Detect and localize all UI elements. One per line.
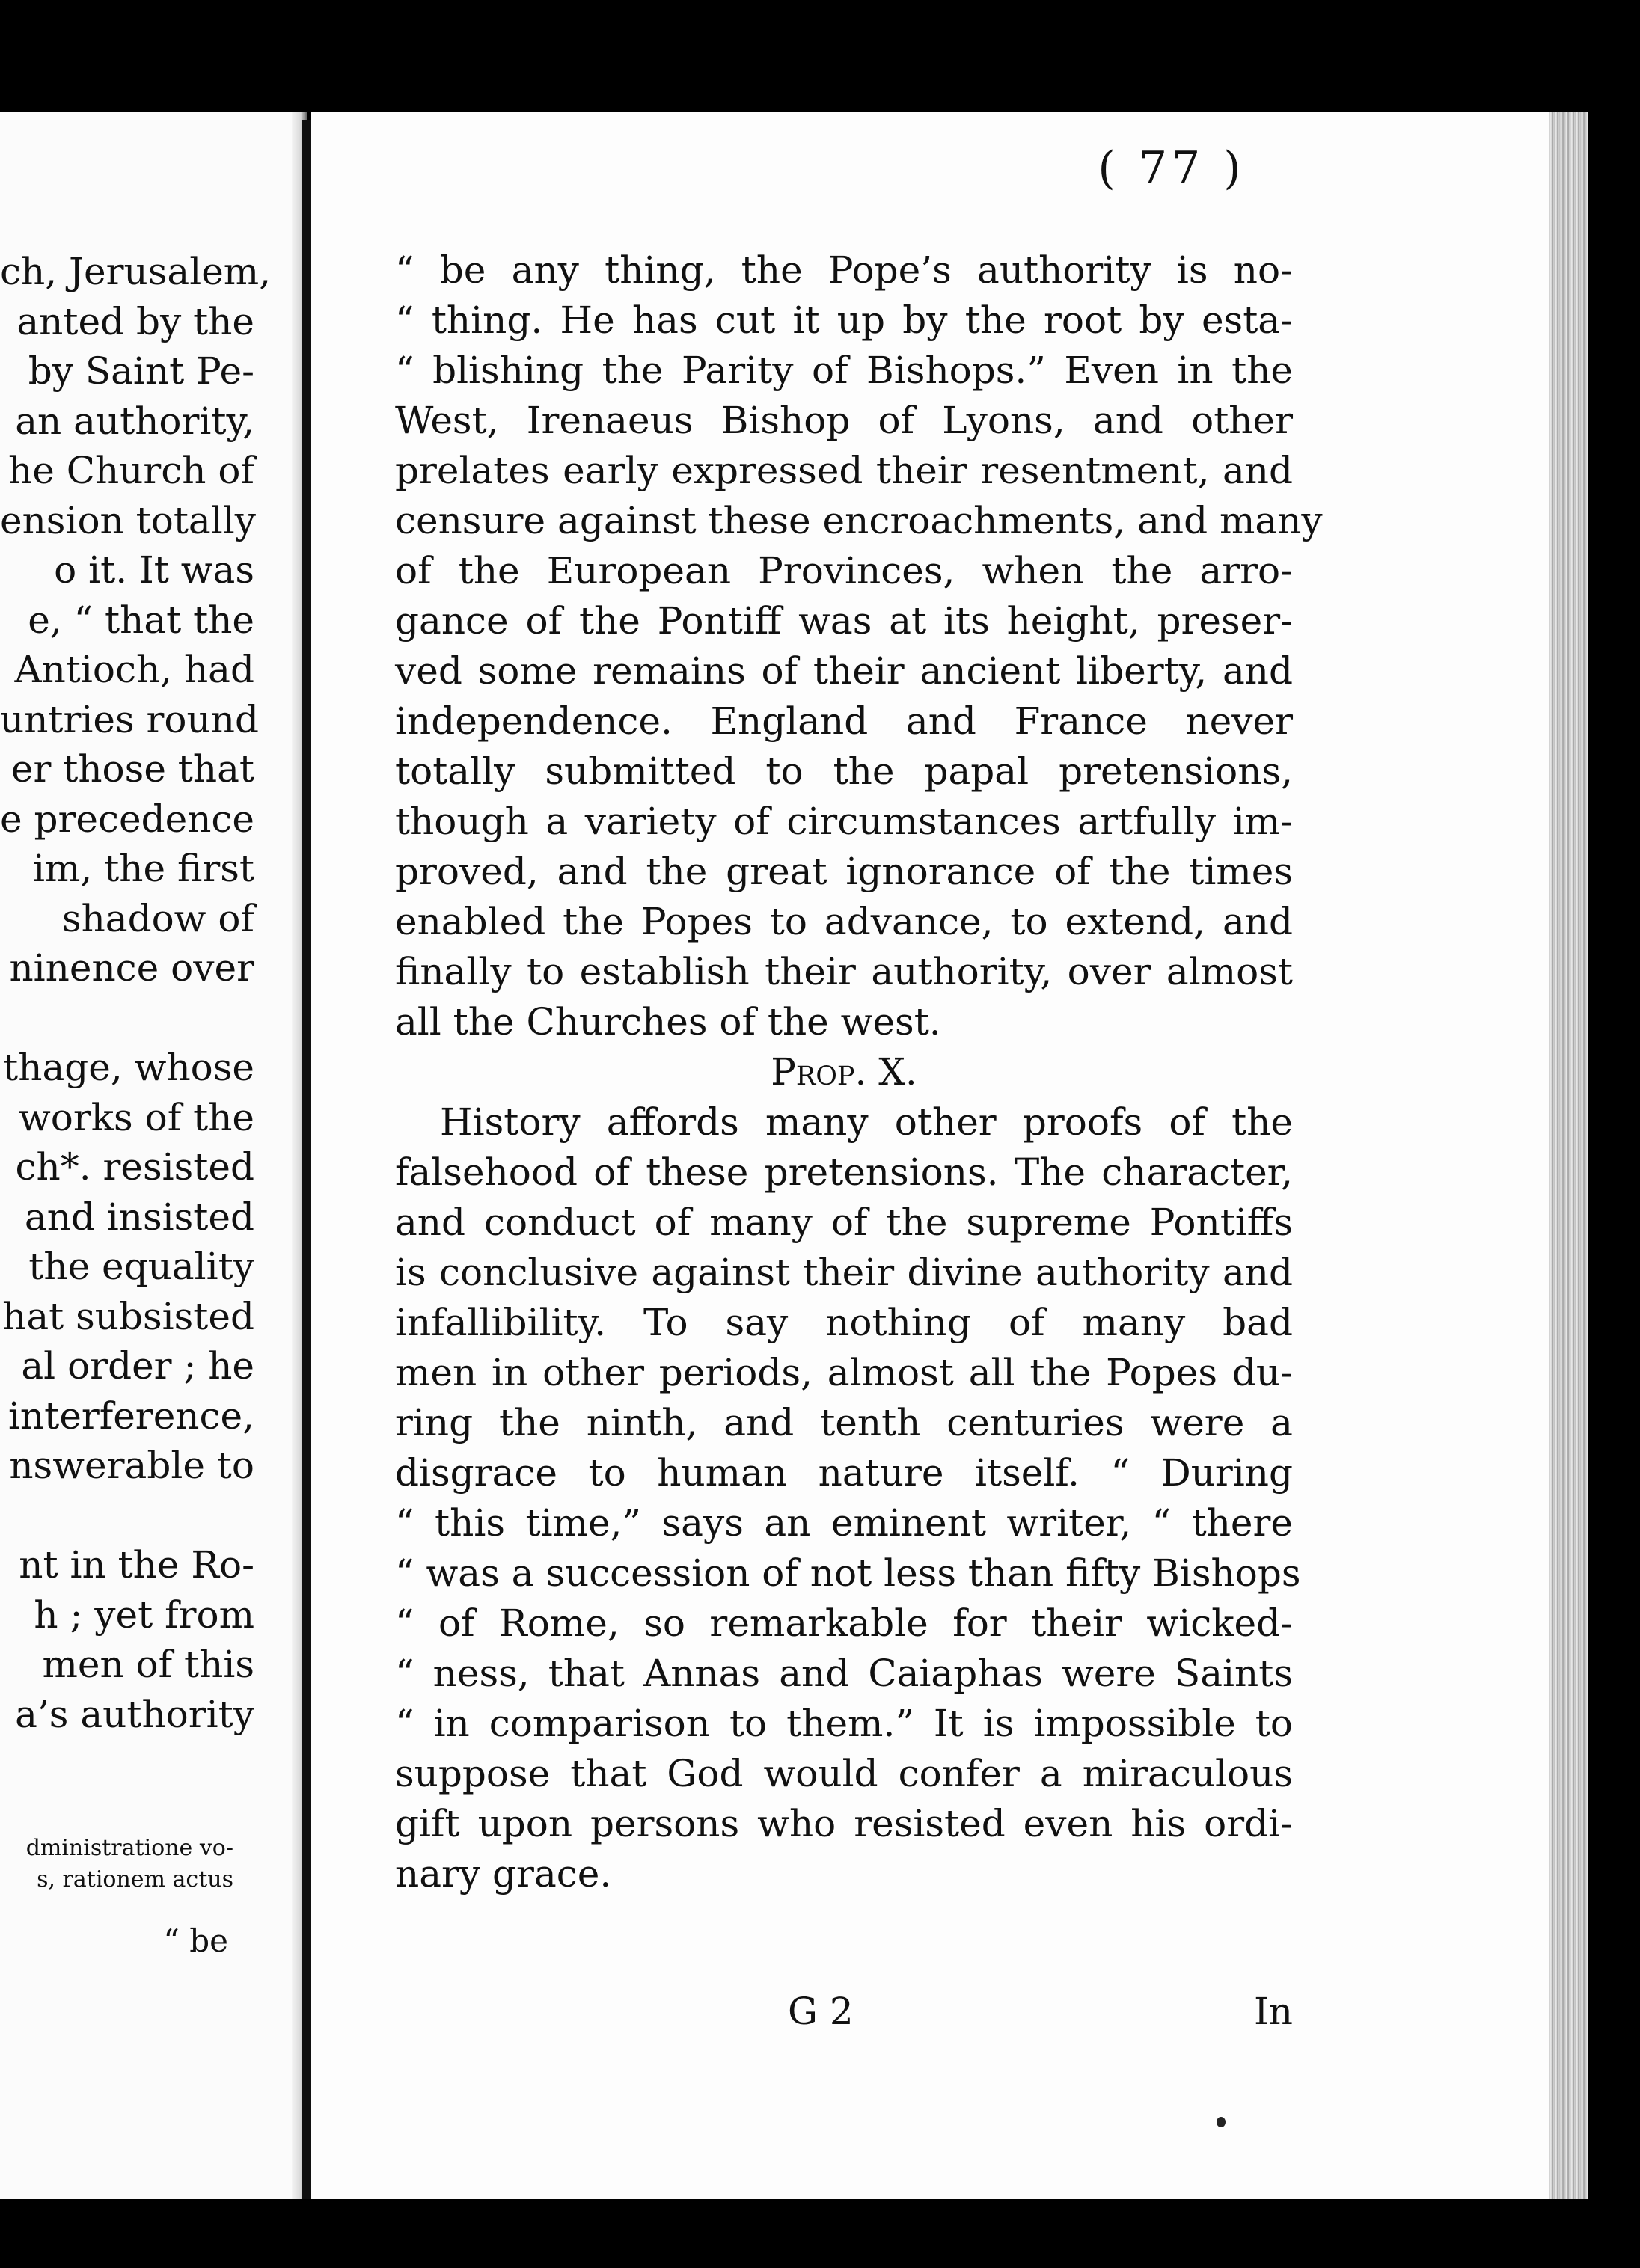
text-line: prelates early expressed their resentment, and (395, 449, 1293, 492)
left-line: er those that (10, 747, 254, 791)
right-page (311, 112, 1570, 2199)
text-line: finally to establish their authority, over almost (395, 950, 1293, 993)
left-line: e, “ that the (28, 598, 254, 642)
left-line: ch*. resisted (15, 1145, 254, 1189)
left-line: thage, whose (3, 1046, 254, 1089)
text-line: suppose that God would confer a miraculous (395, 1752, 1293, 1795)
left-line: interference, (7, 1394, 254, 1438)
left-line: e precedence (0, 797, 254, 841)
left-line: the equality (28, 1245, 254, 1288)
text-line: censure against these encroachments, and many (395, 499, 1323, 542)
left-line: and insisted (24, 1195, 254, 1239)
left-line: men of this (42, 1643, 254, 1686)
main-text (395, 245, 1323, 1899)
text-line: all the Churches of the west. (395, 1000, 941, 1043)
left-line: he Church of (8, 449, 254, 492)
left-line: al order ; he (21, 1344, 254, 1388)
left-line: ch, Jerusalem, (0, 250, 272, 293)
text-line: independence. England and France never (395, 699, 1293, 743)
text-line: “ of Rome, so remarkable for their wicked- (395, 1602, 1293, 1645)
left-line-gap (0, 1491, 254, 1541)
ink-spot (1217, 2117, 1226, 2127)
text-line: infallibility. To say nothing of many bad (395, 1301, 1293, 1344)
left-line: untries round (0, 697, 259, 741)
left-page (0, 112, 296, 2199)
text-line: is conclusive against their divine authority and (395, 1251, 1293, 1294)
text-line: totally submitted to the papal pretensions, (395, 750, 1293, 793)
left-page-text (0, 247, 272, 1739)
footnote-line: dministratione vo- (25, 1835, 233, 1861)
left-line: Antioch, had (14, 648, 254, 691)
text-line: falsehood of these pretensions. The character, (395, 1150, 1293, 1194)
text-line: though a variety of circumstances artfully im- (395, 800, 1293, 843)
left-line: o it. It was (54, 548, 254, 592)
left-line: works of the (18, 1095, 254, 1139)
left-line: ension totally (0, 498, 256, 542)
text-line: “ was a succession of not less than fifty Bishops (395, 1551, 1301, 1595)
left-line: a’s authority (15, 1692, 254, 1736)
left-line: im, the first (33, 847, 254, 890)
text-line: “ ness, that Annas and Caiaphas were Saints (395, 1652, 1293, 1695)
left-line: hat subsisted (2, 1294, 254, 1338)
left-line-gap (0, 993, 254, 1043)
text-line: men in other periods, almost all the Popes du- (395, 1351, 1293, 1394)
left-line: by Saint Pe- (28, 349, 254, 393)
left-line: ninence over (9, 946, 254, 990)
text-line: ring the ninth, and tenth centuries were a (395, 1401, 1293, 1444)
left-line: an authority, (15, 399, 254, 443)
page-number: ( 77 ) (1098, 142, 1246, 194)
left-line: nt in the Ro- (19, 1543, 254, 1587)
left-line: h ; yet from (34, 1593, 254, 1637)
catchword: In (1254, 1990, 1293, 2033)
text-line: History affords many other proofs of the (440, 1100, 1293, 1144)
left-catchword: “ be (163, 1922, 228, 1959)
text-line: and conduct of many of the supreme Pontiffs (395, 1201, 1293, 1244)
text-line: “ be any thing, the Pope’s authority is no- (395, 248, 1293, 292)
left-line: nswerable to (9, 1444, 254, 1487)
footnote-line: s, rationem actus (37, 1866, 233, 1892)
left-footnotes (0, 1833, 233, 1895)
left-line: shadow of (61, 896, 254, 940)
text-line: “ this time,” says an eminent writer, “ there (395, 1501, 1293, 1545)
page-edges (1549, 112, 1588, 2199)
section-heading: Prop. X. (771, 1050, 917, 1094)
text-line: “ thing. He has cut it up by the root by esta- (395, 298, 1293, 342)
text-line: disgrace to human nature itself. “ During (395, 1451, 1293, 1495)
text-line: enabled the Popes to advance, to extend, and (395, 900, 1293, 943)
text-line: gift upon persons who resisted even his ordi- (395, 1802, 1293, 1845)
text-line: proved, and the great ignorance of the times (395, 850, 1293, 893)
text-line: West, Irenaeus Bishop of Lyons, and other (395, 399, 1293, 442)
text-line: of the European Provinces, when the arro- (395, 549, 1293, 592)
text-line: “ blishing the Parity of Bishops.” Even in the (395, 349, 1293, 392)
signature-mark: G 2 (788, 1990, 854, 2033)
text-line: ved some remains of their ancient liberty, and (395, 649, 1293, 693)
text-line: “ in comparison to them.” It is impossible to (395, 1702, 1293, 1745)
text-line: gance of the Pontiff was at its height, preser- (395, 599, 1293, 643)
text-line: nary grace. (395, 1852, 612, 1895)
left-line: anted by the (16, 299, 254, 343)
book-spine (302, 120, 311, 2199)
